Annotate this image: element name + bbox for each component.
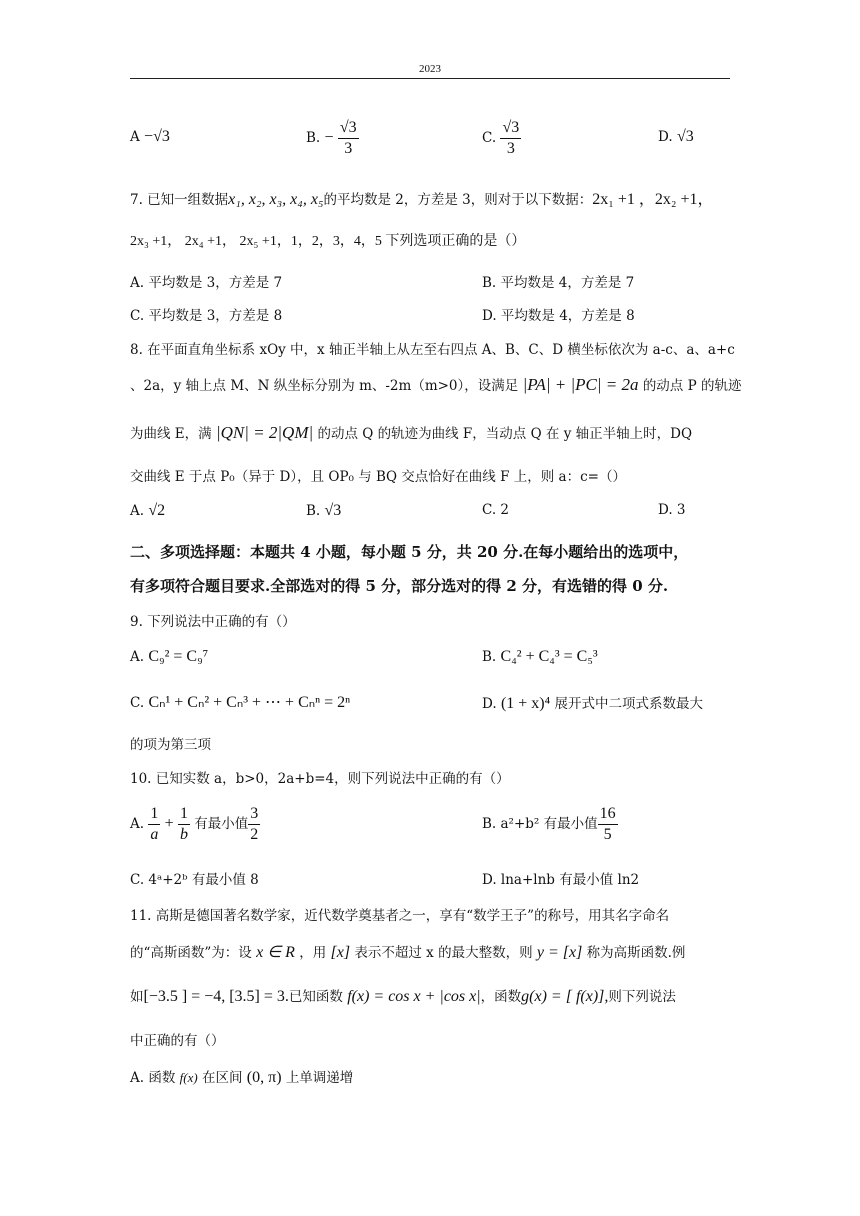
fraction-denominator: 3 (506, 140, 515, 157)
q9-option-a (130, 648, 208, 666)
q11-text-f: 已知函数 (288, 989, 343, 1005)
fraction-denominator: 2 (250, 826, 259, 843)
q9-option-b (482, 648, 598, 666)
q10-option-c: C. 4ᵃ+2ᵇ 有最小值 8 (130, 872, 259, 888)
fraction-numerator: 1 (178, 804, 190, 825)
q8-ellipse-condition: |PA| + |PC| = 2a (522, 375, 639, 394)
q10-option-b (482, 804, 618, 845)
q9-option-d (482, 692, 703, 713)
option-label: A. (130, 649, 145, 665)
q10-option-d: D. lna+lnb 有最小值 ln2 (482, 872, 640, 888)
q11-text-h: 则下列说法 (608, 989, 676, 1005)
q8-line2-text-b: 的动点 P 的轨迹 (642, 378, 742, 394)
fraction-numerator: √3 (338, 118, 359, 139)
q8-option-a (130, 502, 165, 520)
option-text: 在区间 (201, 1070, 243, 1086)
q7-line1 (130, 186, 713, 209)
option-math-interval: (0, π) (246, 1069, 282, 1086)
q9-option-c (130, 692, 350, 712)
q8-line4: 交曲线 E 于点 P₀（异于 D），且 OP₀ 与 BQ 交点恰好在曲线 F 上，则 a：c=（） (130, 469, 626, 485)
q7-stem-mid: 的平均数是 2，方差是 3，则对于以下数据： (323, 192, 593, 208)
option-label: D. (658, 129, 673, 145)
section2-heading-line1: 二、多项选择题：本题共 4 小题，每小题 5 分，共 20 分.在每小题给出的选项中， (130, 543, 689, 561)
q8-option-b (306, 502, 341, 520)
q11-math-example: [−3.5 ] = −4, [3.5] = 3. (143, 988, 289, 1005)
q11-text-g: ，函数 (480, 989, 522, 1005)
fraction-denominator: b (179, 826, 188, 843)
q8-line3-text-a: 为曲线 E，满 (130, 426, 212, 442)
q7-option-d: D. 平均数是 4，方差是 8 (482, 308, 635, 324)
option-text: 展开式中二项式系数最大 (554, 696, 703, 712)
fraction-numerator: 16 (598, 804, 618, 825)
option-math-fx: f(x) (179, 1070, 198, 1085)
option-label: C. (130, 695, 145, 711)
option-value: (1 + x)⁴ (500, 695, 551, 712)
q11-math-floor: [x] (330, 944, 351, 961)
q11-line1: 11. 高斯是德国著名数学家，近代数学奠基者之一，享有“数学王子”的称号，用其名字命名 (130, 908, 670, 924)
fraction-numerator: √3 (500, 118, 521, 139)
option-text: B. a²+b² 有最小值 (482, 816, 598, 832)
q8-line3 (130, 422, 692, 443)
option-label: C. (482, 130, 497, 146)
fraction-denominator: a (150, 826, 159, 843)
q8-line2-text-a: 、2a，y 轴上点 M、N 纵坐标分别为 m、-2m（m>0），设满足 (130, 378, 519, 394)
q11-line3 (130, 985, 676, 1006)
q9-option-d-continued: 的项为第三项 (130, 737, 211, 753)
q7-variables: x₁, x₂, x₃, x₄, x₅ (228, 191, 324, 208)
option-text: A. 函数 (130, 1070, 176, 1086)
q11-line4: 中正确的有（） (130, 1033, 225, 1049)
q6-option-a (130, 128, 170, 146)
q7-stem-prefix: 7. 已知一组数据 (130, 192, 229, 208)
q10-stem: 10. 已知实数 a，b>0，2a+b=4，则下列说法中正确的有（） (130, 771, 510, 787)
option-label: A. (130, 503, 145, 519)
q8-circle-condition: |QN| = 2|QM| (215, 423, 314, 442)
q11-math-gauss: y = [x] (536, 944, 583, 961)
q7-line2: 2x₃ +1， 2x₄ +1， 2x₅ +1，1，2，3，4，5 下列选项正确的是（） (130, 234, 526, 249)
option-value: C₉² = C₉⁷ (148, 648, 209, 665)
q11-text-d: 称为高斯函数.例 (586, 945, 686, 961)
option-label: D. (482, 696, 497, 712)
q8-line3-text-b: 的动点 Q 的轨迹为曲线 F，当动点 Q 在 y 轴正半轴上时，DQ (317, 426, 693, 442)
q11-text-b: ，用 (299, 945, 327, 961)
option-value: Cₙ¹ + Cₙ² + Cₙ³ + ⋯ + Cₙⁿ = 2ⁿ (148, 694, 351, 711)
option-value: −√3 (144, 128, 170, 145)
option-text: 有最小值 (194, 816, 249, 832)
q11-math-fx: f(x) = cos x + |cos x| (347, 988, 481, 1005)
q7-option-c: C. 平均数是 3，方差是 8 (130, 308, 283, 324)
q7-stem-tail: 2x₁ +1 ，2x₂ +1， (592, 191, 714, 208)
option-value: √3 (676, 128, 694, 145)
q8-option-d: D. 3 (658, 502, 686, 518)
q6-option-b (306, 118, 359, 159)
plus-sign: + (164, 815, 174, 832)
fraction-denominator: 5 (603, 826, 612, 843)
minus-sign: − (324, 129, 334, 146)
q7-option-b: B. 平均数是 4，方差是 7 (482, 275, 635, 291)
fraction-numerator: 3 (248, 804, 260, 825)
option-label: A (130, 129, 140, 145)
q11-text-e: 如 (130, 989, 144, 1005)
q6-option-c (482, 118, 521, 159)
option-value: C₄² + C₄³ = C₅³ (500, 648, 598, 665)
option-label: A. (130, 816, 145, 832)
option-text: 上单调递增 (285, 1070, 354, 1086)
q9-stem: 9. 下列说法中正确的有（） (130, 614, 296, 630)
q11-math-set: x ∈ R (256, 944, 295, 961)
q11-text-a: 的“高斯函数”为：设 (130, 945, 252, 961)
option-value: √2 (148, 502, 166, 519)
header-rule (130, 78, 730, 79)
option-label: B. (306, 503, 321, 519)
q11-line2 (130, 941, 685, 962)
section2-heading-line2: 有多项符合题目要求.全部选对的得 5 分，部分选对的得 2 分，有选错的得 0 分. (130, 577, 669, 595)
q8-line1: 8. 在平面直角坐标系 xOy 中，x 轴正半轴上从左至右四点 A、B、C、D 横坐标依次为 a-c、a、a+c (130, 342, 735, 358)
fraction-denominator: 3 (344, 140, 353, 157)
q7-option-a: A. 平均数是 3，方差是 7 (130, 275, 283, 291)
q11-option-a (130, 1066, 353, 1087)
q10-option-a (130, 804, 260, 845)
option-label: B. (306, 130, 321, 146)
page-header-year: 2023 (419, 63, 441, 75)
q11-math-gx: g(x) = [ f(x)], (521, 988, 609, 1005)
q11-text-c: 表示不超过 x 的最大整数，则 (354, 945, 533, 961)
q8-line2 (130, 374, 741, 395)
fraction-numerator: 1 (148, 804, 160, 825)
option-label: B. (482, 649, 497, 665)
option-value: √3 (324, 502, 342, 519)
q8-option-c: C. 2 (482, 502, 510, 518)
q6-option-d (658, 128, 694, 146)
